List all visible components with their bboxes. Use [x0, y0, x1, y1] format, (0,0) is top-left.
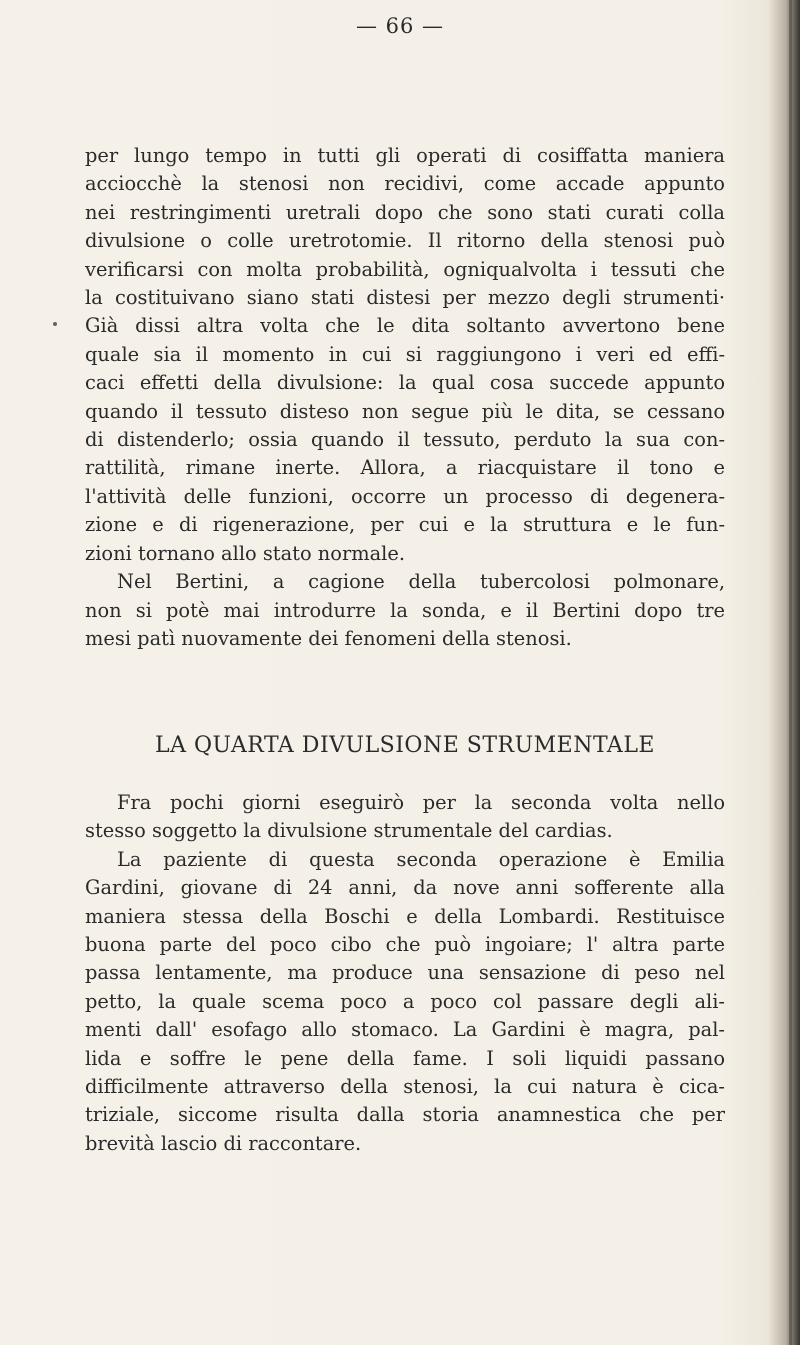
text-line: petto, la quale scema poco a poco col passare degli ali- — [85, 989, 725, 1013]
page-number: — 66 — — [355, 14, 445, 38]
text-line: nei restringimenti uretrali dopo che sono stati curati colla — [85, 200, 725, 224]
text-line: Nel Bertini, a cagione della tubercolosi polmonare, — [117, 570, 725, 594]
section-heading: LA QUARTA DIVULSIONE STRUMENTALE — [155, 733, 655, 758]
text-line: di distenderlo; ossia quando il tessuto, perduto la sua con- — [85, 428, 725, 452]
text-line: divulsione o colle uretrotomie. Il ritorno della stenosi può — [85, 229, 725, 253]
text-line: quando il tessuto disteso non segue più le dita, se cessano — [85, 399, 725, 423]
text-line: passa lentamente, ma produce una sensazione di peso nel — [85, 961, 725, 985]
text-line: caci effetti della divulsione: la qual cosa succede appunto — [85, 371, 725, 395]
text-line: l'attività delle funzioni, occorre un processo di degenera- — [85, 484, 725, 508]
text-line: per lungo tempo in tutti gli operati di cosiffatta maniera — [85, 144, 725, 167]
text-line: triziale, siccome risulta dalla storia anamnestica che per — [85, 1103, 725, 1127]
text-line: stesso soggetto la divulsione strumentale del cardias. — [85, 819, 613, 843]
text-line: buona parte del poco cibo che può ingoiare; l' altra parte — [85, 933, 725, 957]
ink-speck — [53, 322, 57, 326]
text-block-top — [85, 142, 725, 653]
text-line: menti dall' esofago allo stomaco. La Gardini è magra, pal- — [85, 1018, 725, 1042]
text-line: lida e soffre le pene della fame. I soli liquidi passano — [85, 1046, 725, 1070]
page-edge-shadow — [768, 0, 800, 1345]
text-line: non si potè mai introdurre la sonda, e il Bertini dopo tre — [85, 598, 725, 622]
text-line: La paziente di questa seconda operazione è Emilia — [117, 847, 725, 871]
text-line: brevità lascio di raccontare. — [85, 1131, 362, 1155]
text-line: acciocchè la stenosi non recidivi, come accade appunto — [85, 172, 725, 196]
text-line: mesi patì nuovamente dei fenomeni della stenosi. — [85, 626, 572, 650]
text-line: la costituivano siano stati distesi per mezzo degli strumenti· — [85, 286, 725, 310]
text-block-bottom — [85, 789, 725, 1158]
text-line: quale sia il momento in cui si raggiungono i veri ed effi- — [85, 342, 725, 366]
text-line: difficilmente attraverso della stenosi, la cui natura è cica- — [85, 1075, 725, 1099]
text-line: Già dissi altra volta che le dita soltanto avvertono bene — [85, 314, 725, 338]
page-edge-line — [789, 0, 792, 1345]
text-line: maniera stessa della Boschi e della Lombardi. Restituisce — [85, 904, 725, 928]
text-line: zione e di rigenerazione, per cui e la struttura e le fun- — [85, 513, 725, 537]
text-line: Fra pochi giorni eseguirò per la seconda volta nello — [117, 791, 725, 814]
text-line: zioni tornano allo stato normale. — [85, 541, 406, 565]
text-line: verificarsi con molta probabilità, ogniqualvolta i tessuti che — [85, 257, 725, 281]
text-line: rattilità, rimane inerte. Allora, a riacquistare il tono e — [85, 456, 725, 480]
text-line: Gardini, giovane di 24 anni, da nove anni sofferente alla — [85, 876, 725, 900]
